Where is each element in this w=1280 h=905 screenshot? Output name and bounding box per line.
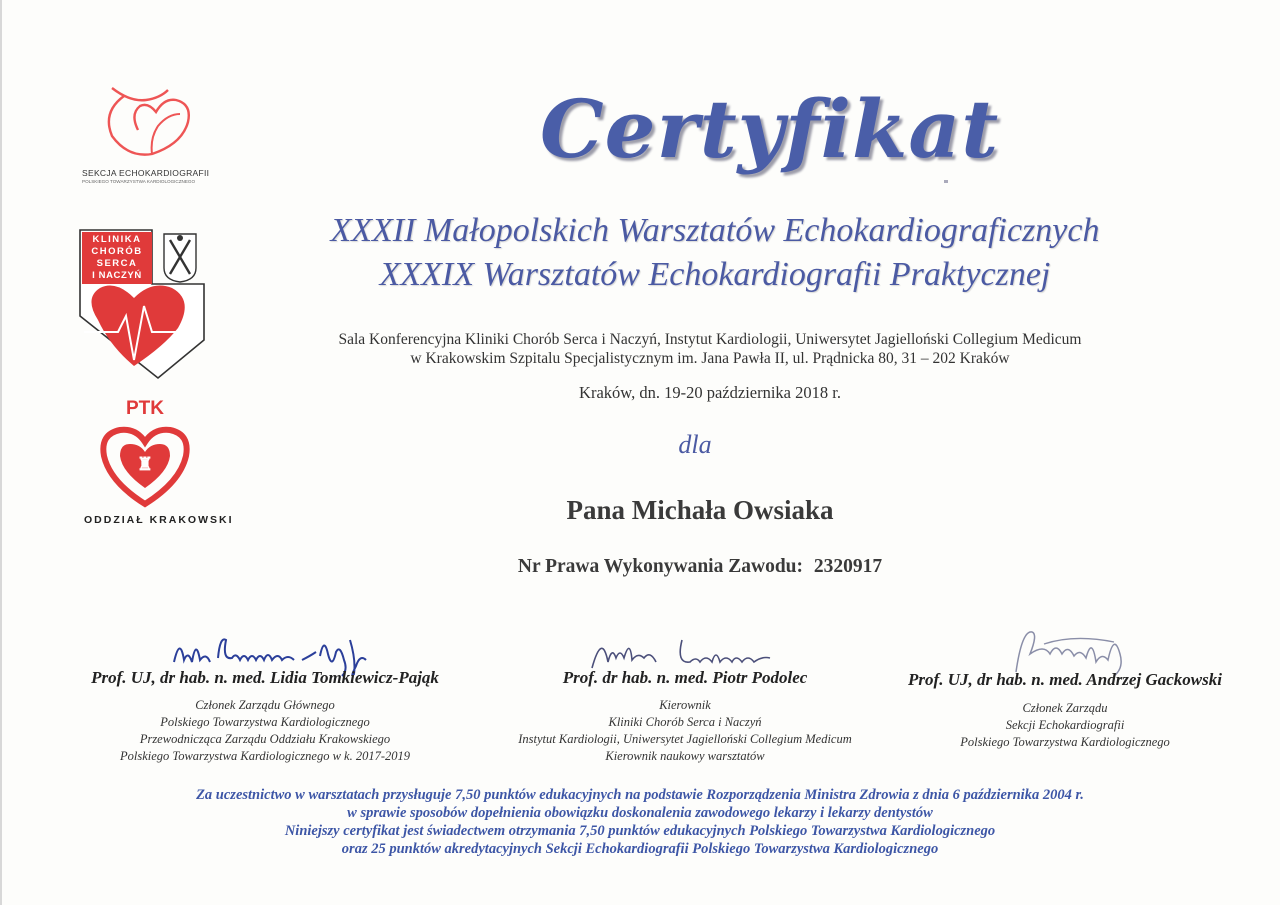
workshop-heading-2: XXXIX Warsztatów Echokardiografii Praktycznej (379, 256, 1051, 293)
signatory-3-role-2: Sekcji Echokardiografii (1005, 718, 1125, 732)
signatory-1-role-3: Przewodnicząca Zarządu Oddziału Krakowskiego (139, 732, 391, 746)
signatory-1-role-1: Członek Zarządu Głównego (195, 698, 335, 712)
event-date: Kraków, dn. 19-20 października 2018 r. (579, 383, 841, 402)
footer-line-2: w sprawie sposobów dopełnienia obowiązku doskonalenia zawodowego lekarzy i lekarzy dentystów (347, 805, 933, 821)
signatory-2-name: Prof. dr hab. n. med. Piotr Podolec (562, 668, 808, 687)
signatory-1-role-2: Polskiego Towarzystwa Kardiologicznego (160, 715, 370, 729)
footer-line-3: Niniejszy certyfikat jest świadectwem otrzymania 7,50 punktów edukacyjnych Polskiego Towarzystwa Kardiologicznego (284, 823, 996, 839)
footer-line-4: oraz 25 punktów akredytacyjnych Sekcji Echokardiografii Polskiego Towarzystwa Kardiologicznego (341, 841, 939, 857)
signatory-1-name: Prof. UJ, dr hab. n. med. Lidia Tomkiewicz-Pająk (91, 668, 439, 687)
klinika-logo (78, 228, 206, 380)
signatory-2-role-1: Kierownik (659, 698, 711, 712)
licence-label: Nr Prawa Wykonywania Zawodu: (517, 556, 803, 577)
licence-number: 2320917 (813, 556, 883, 577)
ptk-oddzial-logo (70, 396, 234, 532)
signatory-2-role-4: Kierownik naukowy warsztatów (605, 749, 765, 763)
dla-label: dla (678, 430, 712, 459)
sekcja-logo-line2: POLSKIEGO TOWARZYSTWA KARDIOLOGICZNEGO (82, 179, 196, 184)
signatory-1-role-4: Polskiego Towarzystwa Kardiologicznego w k. 2017-2019 (119, 749, 411, 763)
klinika-logo-line4: I NACZYŃ (92, 270, 142, 281)
signatory-3-role-3: Polskiego Towarzystwa Kardiologicznego (960, 735, 1170, 749)
workshop-heading-1: XXXII Małopolskich Warsztatów Echokardiograficznych (330, 212, 1100, 249)
sekcja-logo-line1: SEKCJA ECHOKARDIOGRAFII (82, 168, 210, 178)
licence-number-line (420, 556, 980, 578)
title-dot (944, 180, 948, 183)
signatory-3-role-1: Członek Zarządu (1022, 701, 1108, 715)
heart-outline-icon (72, 78, 232, 168)
footer-line-1: Za uczestnictwo w warsztatach przysługuje 7,50 punktów edukacyjnych na podstawie Rozporządzenia Ministra Zdrowia z dnia 6 października 2004 r. (196, 787, 1084, 803)
svg-text:♜: ♜ (136, 454, 154, 475)
signatory-2-role-3: Instytut Kardiologii, Uniwersytet Jagielloński Collegium Medicum (518, 732, 852, 746)
venue-line-1: Sala Konferencyjna Kliniki Chorób Serca i Naczyń, Instytut Kardiologii, Uniwersytet Jagielloński Collegium Medicum (338, 331, 1082, 348)
sekcja-echokardiografii-logo (72, 78, 232, 190)
certificate-title: Certyfikat (540, 82, 1000, 176)
venue-line-2: w Krakowskim Szpitalu Specjalistycznym im. Jana Pawła II, ul. Prądnicka 80, 31 – 202 Kraków (410, 350, 1010, 367)
ptk-logo-ring: ODDZIAŁ KRAKOWSKI (84, 514, 234, 526)
recipient-name: Pana Michała Owsiaka (566, 495, 834, 525)
signatory-2-role-2: Kliniki Chorób Serca i Naczyń (608, 715, 762, 729)
klinika-logo-line1: KLINIKA (92, 234, 142, 245)
signatory-3-name: Prof. UJ, dr hab. n. med. Andrzej Gackowski (908, 670, 1222, 689)
ptk-logo-top: PTK (126, 398, 164, 419)
certificate-footer (60, 786, 1220, 858)
left-edge-shadow (0, 0, 2, 905)
klinika-logo-line3: SERCA (96, 258, 138, 269)
klinika-logo-line2: CHORÓB (91, 246, 143, 257)
